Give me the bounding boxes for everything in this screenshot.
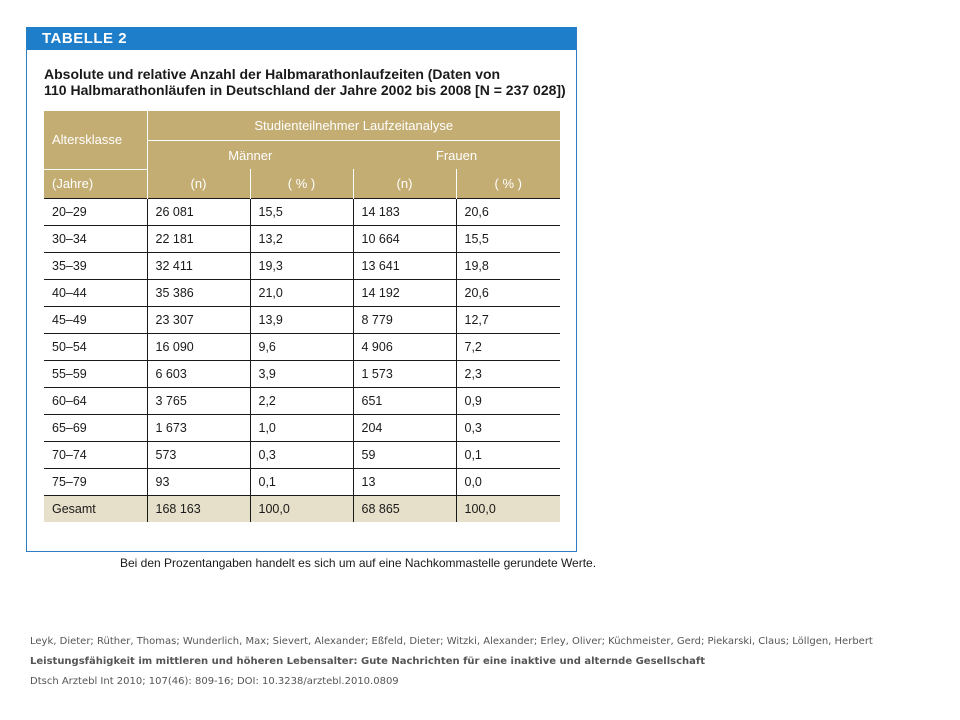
cell-pct-women: 20,6 — [456, 198, 560, 225]
cell-pct-women: 20,6 — [456, 279, 560, 306]
cell-n-men: 168 163 — [147, 495, 250, 522]
cell-pct-women: 19,8 — [456, 252, 560, 279]
cell-n-women: 59 — [353, 441, 456, 468]
cell-pct-men: 21,0 — [250, 279, 353, 306]
table-row — [44, 441, 560, 468]
cell-age-class: 35–39 — [44, 252, 147, 279]
cell-n-women: 13 641 — [353, 252, 456, 279]
table-label: TABELLE 2 — [42, 30, 128, 47]
cell-n-men: 6 603 — [147, 360, 250, 387]
data-table — [44, 111, 560, 522]
cell-age-class: 40–44 — [44, 279, 147, 306]
cell-pct-men: 15,5 — [250, 198, 353, 225]
cell-n-women: 651 — [353, 387, 456, 414]
cell-pct-men: 0,1 — [250, 468, 353, 495]
cell-n-men: 3 765 — [147, 387, 250, 414]
cell-pct-women: 2,3 — [456, 360, 560, 387]
citation-title: Leistungsfähigkeit im mittleren und höheren Lebensalter: Gute Nachrichten für eine inaktive und alternde Gesellschaft — [30, 656, 706, 667]
table-row — [44, 360, 560, 387]
header-women: Frauen — [353, 141, 560, 170]
cell-pct-women: 0,1 — [456, 441, 560, 468]
table-row — [44, 333, 560, 360]
cell-n-women: 10 664 — [353, 225, 456, 252]
header-pct-men: ( % ) — [250, 169, 353, 198]
cell-pct-men: 9,6 — [250, 333, 353, 360]
table-footnote: Bei den Prozentangaben handelt es sich um auf eine Nachkommastelle gerundete Werte. — [120, 556, 597, 570]
cell-n-women: 8 779 — [353, 306, 456, 333]
table-row — [44, 387, 560, 414]
cell-n-women: 204 — [353, 414, 456, 441]
cell-age-class: 50–54 — [44, 333, 147, 360]
table-row — [44, 414, 560, 441]
header-years: (Jahre) — [44, 169, 147, 198]
cell-n-men: 93 — [147, 468, 250, 495]
cell-n-women: 1 573 — [353, 360, 456, 387]
header-men: Männer — [147, 141, 353, 170]
header-n-women: (n) — [353, 169, 456, 198]
table-row — [44, 279, 560, 306]
cell-n-women: 68 865 — [353, 495, 456, 522]
cell-n-women: 14 183 — [353, 198, 456, 225]
table-row — [44, 495, 560, 522]
cell-age-class: 30–34 — [44, 225, 147, 252]
citation-source: Dtsch Arztebl Int 2010; 107(46): 809-16; DOI: 10.3238/arztebl.2010.0809 — [30, 676, 399, 687]
cell-age-class: 70–74 — [44, 441, 147, 468]
cell-n-men: 573 — [147, 441, 250, 468]
header-study-group: Studienteilnehmer Laufzeitanalyse — [147, 111, 560, 141]
cell-n-women: 4 906 — [353, 333, 456, 360]
table-row — [44, 468, 560, 495]
header-n-men: (n) — [147, 169, 250, 198]
cell-age-class: 65–69 — [44, 414, 147, 441]
cell-pct-women: 0,0 — [456, 468, 560, 495]
cell-pct-women: 12,7 — [456, 306, 560, 333]
cell-n-men: 23 307 — [147, 306, 250, 333]
table-row — [44, 252, 560, 279]
cell-age-class: Gesamt — [44, 495, 147, 522]
cell-pct-men: 2,2 — [250, 387, 353, 414]
table-title — [44, 66, 574, 98]
cell-age-class: 45–49 — [44, 306, 147, 333]
cell-pct-men: 100,0 — [250, 495, 353, 522]
cell-pct-men: 1,0 — [250, 414, 353, 441]
cell-pct-women: 15,5 — [456, 225, 560, 252]
cell-n-men: 1 673 — [147, 414, 250, 441]
header-pct-women: ( % ) — [456, 169, 560, 198]
cell-n-men: 32 411 — [147, 252, 250, 279]
table-row — [44, 225, 560, 252]
cell-age-class: 20–29 — [44, 198, 147, 225]
citation-authors: Leyk, Dieter; Rüther, Thomas; Wunderlich, Max; Sievert, Alexander; Eßfeld, Dieter; Witzki, Alexander; Erley, Oliver; Küchmeister, Gerd; Piekarski, Claus; Löllgen, Herbert — [30, 636, 873, 647]
cell-age-class: 75–79 — [44, 468, 147, 495]
table-label-bar — [27, 27, 576, 50]
cell-pct-men: 0,3 — [250, 441, 353, 468]
cell-n-women: 13 — [353, 468, 456, 495]
table-row — [44, 306, 560, 333]
cell-pct-women: 0,3 — [456, 414, 560, 441]
table-title-line-1: Absolute und relative Anzahl der Halbmarathonlaufzeiten (Daten von — [44, 66, 501, 82]
table-figure — [26, 27, 577, 552]
cell-age-class: 60–64 — [44, 387, 147, 414]
cell-pct-men: 13,2 — [250, 225, 353, 252]
table-title-line-2: 110 Halbmarathonläufen in Deutschland der Jahre 2002 bis 2008 [N = 237 028]) — [44, 82, 566, 98]
cell-pct-women: 7,2 — [456, 333, 560, 360]
cell-age-class: 55–59 — [44, 360, 147, 387]
cell-n-women: 14 192 — [353, 279, 456, 306]
cell-n-men: 16 090 — [147, 333, 250, 360]
cell-n-men: 22 181 — [147, 225, 250, 252]
table-row — [44, 198, 560, 225]
cell-pct-men: 3,9 — [250, 360, 353, 387]
cell-pct-men: 19,3 — [250, 252, 353, 279]
cell-n-men: 35 386 — [147, 279, 250, 306]
cell-pct-men: 13,9 — [250, 306, 353, 333]
cell-n-men: 26 081 — [147, 198, 250, 225]
cell-pct-women: 100,0 — [456, 495, 560, 522]
header-age-class: Altersklasse — [44, 111, 147, 169]
cell-pct-women: 0,9 — [456, 387, 560, 414]
